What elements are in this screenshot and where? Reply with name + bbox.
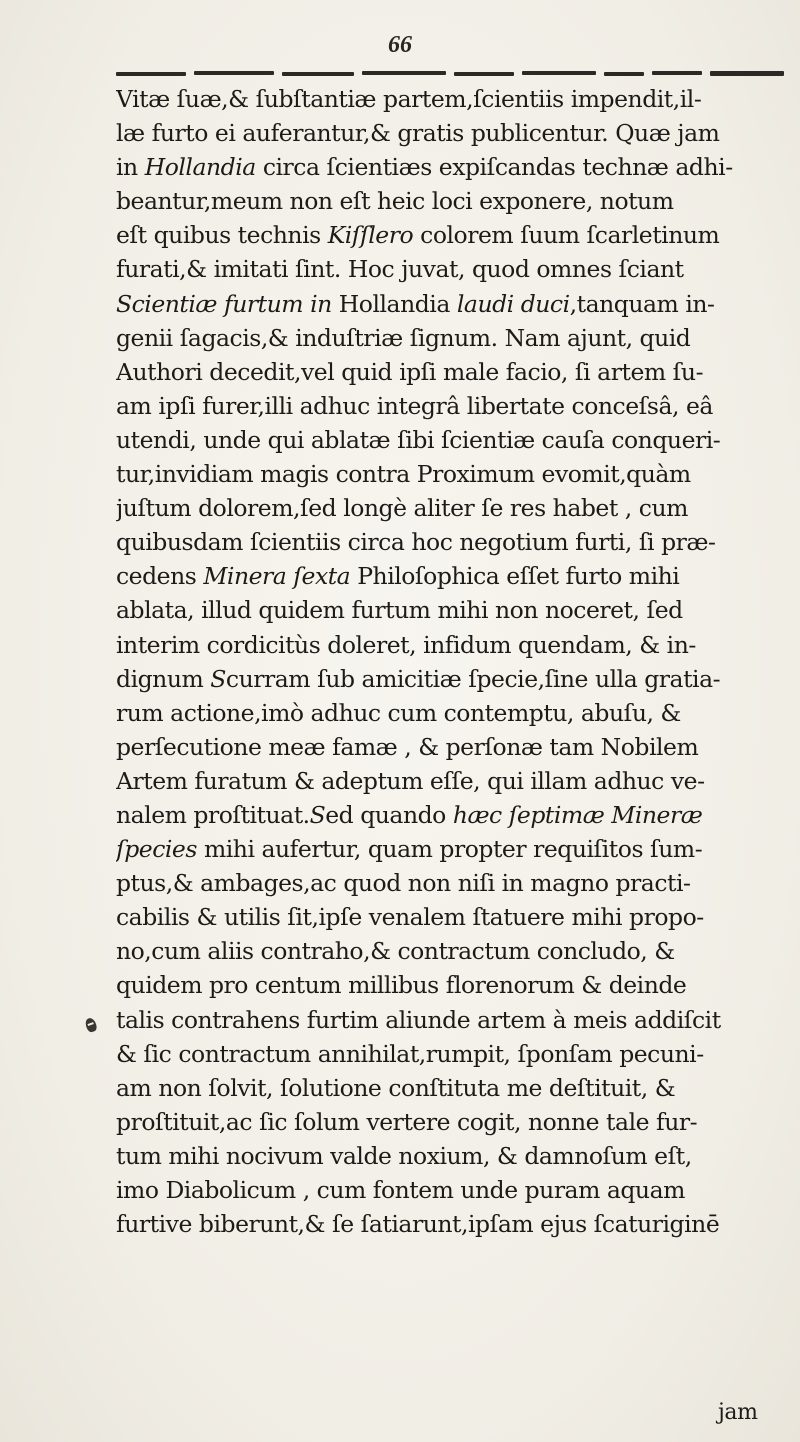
- text-line: [116, 1003, 788, 1037]
- text-segment: cabilis & utilis ſit,ipſe venalem ſtatuere mihi propo-: [116, 903, 704, 932]
- text-segment: Vitæ ſuæ,& ſubſtantiæ partem,ſcientiis impendit,il-: [116, 85, 702, 113]
- text-segment: furati,& imitati ſint. Hoc juvat, quod omnes ſciant: [116, 255, 684, 284]
- text-segment: Philoſophica eſſet furto mihi: [350, 562, 680, 591]
- text-segment: beantur,meum non eſt heic loci exponere, notum: [116, 187, 674, 216]
- text-segment: quibusdam ſcientiis circa hoc negotium furti, ſi præ-: [116, 528, 716, 557]
- text-segment: & ſic contractum annihilat,rumpit, ſponſam pecuni-: [116, 1039, 704, 1068]
- text-line: [116, 764, 788, 798]
- text-segment: ,tanquam in-: [569, 289, 715, 318]
- text-line: [116, 1139, 788, 1173]
- italic-text-segment: Kiſſlero: [327, 221, 414, 250]
- text-segment: Artem furatum & adeptum eſſe, qui illam adhuc ve-: [116, 766, 705, 795]
- text-segment: eſt quibus technis: [116, 221, 328, 250]
- text-segment: tum mihi nocivum valde noxium, & damnoſum eſt,: [116, 1141, 692, 1170]
- italic-text-segment: ſpecies: [116, 835, 197, 864]
- italic-text-segment: laudi duci: [456, 289, 570, 318]
- text-line: [116, 116, 788, 150]
- text-segment: tur,invidiam magis contra Proximum evomit,quàm: [116, 460, 691, 489]
- text-segment: læ furto ei auferantur,& gratis publicentur. Quæ jam: [116, 119, 720, 148]
- italic-text-segment: hæc ſeptimæ Mineræ: [452, 800, 703, 829]
- text-line: [116, 423, 788, 457]
- text-segment: no,cum aliis contraho,& contractum concludo, &: [116, 937, 675, 966]
- italic-text-segment: Hollandia: [144, 153, 256, 182]
- text-line: [116, 287, 788, 321]
- text-line: [116, 491, 788, 525]
- text-segment: proſtituit,ac ſic ſolum vertere cogit, nonne tale fur-: [116, 1107, 698, 1136]
- text-line: [116, 593, 788, 627]
- text-segment: in: [116, 153, 145, 182]
- text-line: [116, 82, 788, 116]
- italic-text-segment: Scientiæ furtum in: [116, 289, 332, 318]
- text-segment: talis contrahens furtim aliunde artem à meis addiſcit: [116, 1005, 721, 1034]
- text-segment: am non ſolvit, ſolutione conſtituta me deſtituit, &: [116, 1073, 676, 1102]
- margin-ink-mark: [84, 1017, 98, 1034]
- header-rule: [116, 70, 784, 79]
- text-segment: rum actione,imò adhuc cum contemptu, abuſu, &: [116, 698, 681, 727]
- italic-text-segment: S: [309, 800, 326, 829]
- text-line: [116, 389, 788, 423]
- text-line: [116, 218, 788, 252]
- text-line: [116, 252, 788, 286]
- text-line: [116, 525, 788, 559]
- text-line: [116, 184, 788, 218]
- text-line: [116, 457, 788, 491]
- text-segment: quidem pro centum millibus florenorum & deinde: [116, 971, 687, 1000]
- catchword: jam: [718, 1400, 758, 1425]
- text-segment: Hollandia: [331, 289, 457, 318]
- text-line: [116, 730, 788, 764]
- text-line: [116, 934, 788, 968]
- body-text: [116, 82, 788, 1241]
- text-segment: am ipſi furer,illi adhuc integrâ libertate conceſsâ, eâ: [116, 391, 713, 420]
- text-line: [116, 1173, 788, 1207]
- text-segment: perſecutione meæ famæ , & perſonæ tam Nobilem: [116, 732, 699, 761]
- text-line: [116, 866, 788, 900]
- text-segment: utendi, unde qui ablatæ ſibi ſcientiæ cauſa conqueri-: [116, 425, 721, 454]
- text-line: [116, 798, 788, 832]
- text-line: [116, 696, 788, 730]
- text-segment: ablata, illud quidem furtum mihi non noceret, ſed: [116, 596, 683, 625]
- text-line: [116, 321, 788, 355]
- italic-text-segment: S: [210, 664, 226, 693]
- text-segment: imo Diabolicum , cum fontem unde puram aquam: [116, 1176, 685, 1204]
- text-segment: curram ſub amicitiæ ſpecie,ſine ulla gratia-: [225, 664, 721, 693]
- page-number: 66: [388, 32, 412, 58]
- text-line: [116, 968, 788, 1002]
- text-segment: ptus,& ambages,ac quod non niſi in magno practi-: [116, 869, 691, 898]
- text-line: [116, 628, 788, 662]
- text-segment: genii ſagacis,& induſtriæ ſignum. Nam ajunt, quid: [116, 323, 691, 352]
- text-segment: ed quando: [325, 800, 453, 829]
- text-segment: interim cordicitùs doleret, infidum quendam, & in-: [116, 630, 696, 659]
- italic-text-segment: Minera ſexta: [203, 562, 351, 591]
- text-segment: cedens: [116, 562, 204, 591]
- text-line: [116, 1207, 788, 1241]
- text-segment: circa ſcientiæs expiſcandas technæ adhi-: [255, 153, 733, 182]
- text-segment: nalem proſtituat.: [116, 800, 310, 829]
- text-line: [116, 355, 788, 389]
- text-segment: furtive biberunt,& ſe ſatiarunt,ipſam ejus ſcaturiginē: [116, 1210, 720, 1239]
- text-line: [116, 1037, 788, 1071]
- text-line: [116, 1071, 788, 1105]
- text-line: [116, 150, 788, 184]
- text-line: [116, 900, 788, 934]
- text-line: [116, 559, 788, 593]
- text-segment: dignum: [116, 664, 211, 693]
- text-segment: juſtum dolorem,ſed longè aliter ſe res habet , cum: [116, 494, 688, 523]
- text-line: [116, 1105, 788, 1139]
- text-line: [116, 832, 788, 866]
- text-segment: mihi aufertur, quam propter requiſitos ſum-: [196, 835, 703, 864]
- text-segment: colorem ſuum ſcarletinum: [413, 221, 720, 250]
- text-segment: Authori decedit,vel quid ipſi male facio, ſi artem ſu-: [116, 357, 704, 386]
- text-line: [116, 662, 788, 696]
